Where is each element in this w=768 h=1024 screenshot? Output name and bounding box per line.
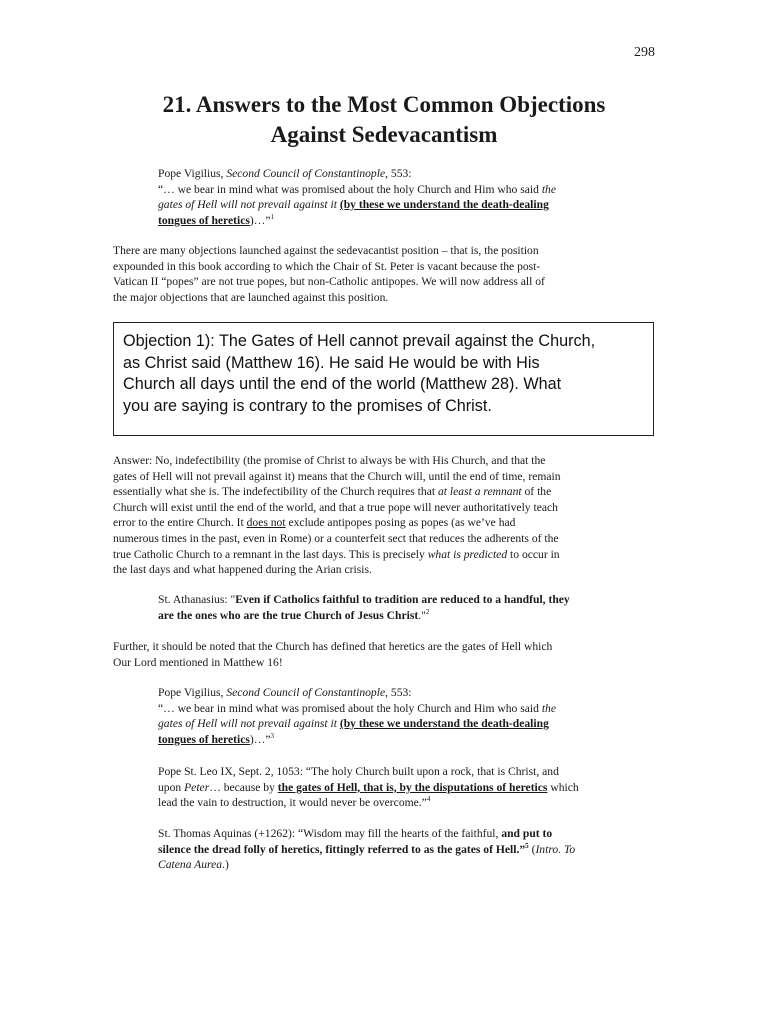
quote-text: ." [418,608,426,622]
quote-line: Pope St. Leo IX, Sept. 2, 1053: “The holy Church built upon a rock, that is Christ, and [158,765,559,778]
quote-text: ( [528,842,536,856]
epigraph-quote [158,166,658,228]
paragraph-line: numerous times in the past, even in Rome) or a counterfeit sect that reduces the adherents of the [113,531,559,545]
epigraph-work: Second Council of Constantinople [226,167,386,180]
footnote-ref: 1 [270,212,274,221]
chapter-title [0,90,768,150]
paragraph-emphasis: at least a remnant [437,485,522,499]
epigraph-emphasis: tongues of heretics [158,213,250,227]
quote-emphasis: Even if Catholics faithful to tradition are reduced to a handful, they [235,593,570,606]
paragraph-line: There are many objections launched against the sedevacantist position – that is, the position [113,244,539,257]
paragraph-line: the last days and what happened during the Arian crisis. [113,563,372,577]
epigraph-text: )…” [249,213,271,227]
paragraph-text: exclude antipopes posing as popes (as we’ve had [285,516,516,530]
quote-text: upon [158,780,185,794]
objection-line: Church all days until the end of the world (Matthew 28). What [123,375,562,393]
epigraph-text: “… we bear in mind what was promised about the holy Church and Him who said [158,182,542,196]
paragraph-line: Answer: No, indefectibility (the promise of Christ to always be with His Church, and that the [113,454,546,467]
paragraph-emphasis: does not [246,516,286,530]
quote-text: .) [222,858,229,872]
quote-emphasis: are the ones who are the true Church of Jesus Christ [158,608,419,622]
quote-work: Second Council of Constantinople [226,686,386,699]
objection-box [113,322,654,436]
quote-source: Intro. To [535,842,576,856]
footnote-ref: 2 [425,607,430,616]
paragraph-text: of the [521,485,552,499]
quote-author: Pope Vigilius, [158,686,227,699]
further-paragraph [113,639,658,670]
quote-text: Peter [184,780,210,794]
paragraph-line: gates of Hell will not prevail against it) means that the Church will, until the end of time, remain [113,469,561,483]
paragraph-line: Church will exist until the end of the world, and that a true pope will never authoritatively teach [113,500,558,514]
quote-text: St. Athanasius: " [158,593,236,606]
quote-text: … because by [209,780,278,794]
epigraph-author: Pope Vigilius, [158,167,227,180]
epigraph-text: gates of Hell will not prevail against it [158,198,340,212]
quote-emphasis: tongues of heretics [158,732,250,746]
epigraph-emphasis: (by these we understand the death-dealing [339,198,549,212]
chapter-title-line-1: 21. Answers to the Most Common Objections [162,92,606,117]
quote-emphasis: silence the dread folly of heretics, fittingly referred to as the gates of Hell.” [158,842,526,856]
quote-text: the [541,701,556,715]
objection-line: Objection 1): The Gates of Hell cannot prevail against the Church, [123,332,596,350]
paragraph-text: error to the entire Church. It [113,516,247,530]
paragraph-line: Further, it should be noted that the Church has defined that heretics are the gates of Hell which [113,640,553,653]
epigraph-year: , 553: [385,167,412,180]
paragraph-emphasis: what is predicted [427,547,508,561]
quote-text: “… we bear in mind what was promised about the holy Church and Him who said [158,701,542,715]
quote-text: which [547,780,579,794]
paragraph-line: expounded in this book according to which the Chair of St. Peter is vacant because the post- [113,259,541,273]
quote-emphasis: and put to [501,827,553,840]
paragraph-line: Vatican II “popes” are not true popes, but non-Catholic antipopes. We will now address all of [113,275,545,289]
footnote-ref: 4 [426,795,431,804]
footnote-ref: 3 [270,731,274,740]
objection-line: you are saying is contrary to the promises of Christ. [123,396,492,415]
athanasius-quote [158,592,658,623]
quote-source: Catena Aurea [158,858,223,872]
quote-emphasis: (by these we understand the death-dealing [339,717,549,731]
intro-paragraph [113,243,658,305]
chapter-title-line-2: Against Sedevacantism [270,122,498,147]
epigraph-text: the [541,182,556,196]
quote-text: )…” [249,732,271,746]
quote-text: gates of Hell will not prevail against it [158,717,340,731]
leo-quote [158,764,658,811]
paragraph-text: essentially what she is. The indefectibility of the Church requires that [113,485,438,499]
answer-paragraph [113,453,658,578]
aquinas-quote [158,826,658,873]
quote-emphasis: the gates of Hell, that is, by the disputations of heretics [277,780,548,794]
paragraph-text: to occur in [507,547,560,561]
paragraph-line: Our Lord mentioned in Matthew 16! [113,655,283,669]
quote-text: St. Thomas Aquinas (+1262): “Wisdom may fill the hearts of the faithful, [158,827,502,840]
vigilius-quote [158,685,658,747]
paragraph-line: the major objections that are launched against this position. [113,290,389,304]
footnote-ref: 5 [525,841,529,850]
paragraph-text: true Catholic Church to a remnant in the last days. This is precisely [113,547,428,561]
quote-text: lead the vain to destruction, it would never be overcome.” [158,796,427,810]
objection-line: as Christ said (Matthew 16). He said He would be with His [123,353,540,372]
page-number: 298 [634,45,655,60]
quote-year: , 553: [385,686,412,699]
